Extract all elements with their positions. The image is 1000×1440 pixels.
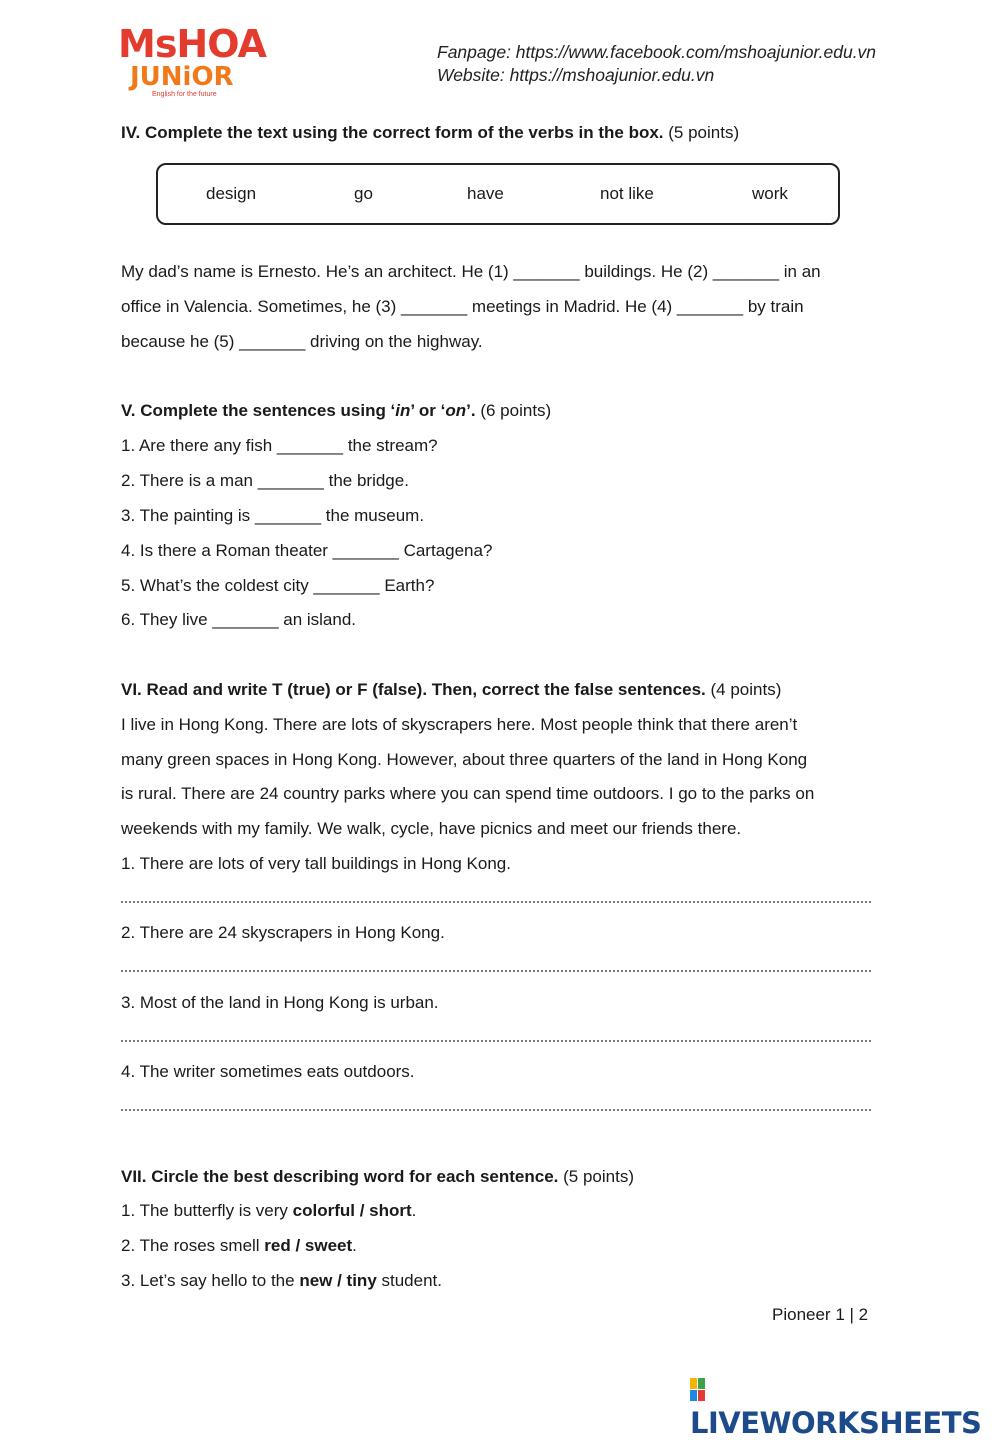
section7-title: VII. Circle the best describing word for each sentence. [121, 1167, 559, 1186]
section6-title: VI. Read and write T (true) or F (false). Then, correct the false sentences. [121, 680, 706, 699]
section7-points: (5 points) [563, 1167, 635, 1186]
section7-choice[interactable]: colorful / short [292, 1201, 412, 1220]
section4-text-line: because he (5) _______ driving on the highway. [121, 332, 483, 351]
section5-in-word: in [395, 401, 411, 420]
section7-item-end: . [411, 1201, 417, 1220]
section5-title [121, 401, 476, 420]
section5-title-pre: V. Complete the sentences using ‘ [121, 401, 396, 420]
section5-heading [121, 399, 551, 423]
section6-passage-line: weekends with my family. We walk, cycle, have picnics and meet our friends there. [121, 819, 742, 838]
mshoa-junior-logo [118, 24, 278, 104]
section5-item: 1. Are there any fish _______ the stream? [121, 436, 438, 455]
section6-heading [121, 678, 781, 702]
section5-item: 6. They live _______ an island. [121, 610, 357, 629]
section7-item-text: 1. The butterfly is very [121, 1201, 293, 1220]
section6-points: (4 points) [710, 680, 782, 699]
section6-passage-line: is rural. There are 24 country parks where you can spend time outdoors. I go to the parks on [121, 784, 815, 803]
section5-item: 3. The painting is _______ the museum. [121, 506, 425, 525]
section7-item [121, 1199, 416, 1223]
section4-heading [121, 121, 739, 145]
verb-item: work [752, 184, 788, 203]
section6-item: 1. There are lots of very tall buildings in Hong Kong. [121, 854, 511, 873]
answer-line[interactable] [121, 901, 871, 903]
section7-choice[interactable]: red / sweet [264, 1236, 353, 1255]
answer-line[interactable] [121, 1040, 871, 1042]
verb-item: go [354, 184, 373, 203]
section6-item: 2. There are 24 skyscrapers in Hong Kong. [121, 923, 445, 942]
section7-item-text: 2. The roses smell [121, 1236, 265, 1255]
liveworksheets-text: LIVEWORKSHEETS [690, 1406, 982, 1440]
contact-info [437, 41, 876, 87]
section7-item [121, 1234, 357, 1258]
section7-item-end: student. [376, 1271, 442, 1290]
logo-tagline: English for the future [152, 91, 217, 98]
section5-item: 2. There is a man _______ the bridge. [121, 471, 409, 490]
section4-text-line: My dad’s name is Ernesto. He’s an architect. He (1) _______ buildings. He (2) _______ in an [121, 262, 821, 281]
website-link[interactable]: Website: https://mshoajunior.edu.vn [437, 65, 715, 85]
section7-item [121, 1269, 442, 1293]
section5-on-word: on [445, 401, 467, 420]
page-number: Pioneer 1 | 2 [772, 1305, 869, 1324]
fanpage-link[interactable]: Fanpage: https://www.facebook.com/mshoajunior.edu.vn [437, 42, 877, 62]
logo-top-text: MsHOA [118, 22, 266, 66]
verb-item: not like [600, 184, 654, 203]
answer-line[interactable] [121, 1109, 871, 1111]
verb-item: have [467, 184, 504, 203]
logo-bottom-text: JUNiOR [130, 62, 234, 92]
section4-points: (5 points) [668, 123, 740, 142]
section6-item: 3. Most of the land in Hong Kong is urban. [121, 993, 439, 1012]
section5-points: (6 points) [480, 401, 552, 420]
liveworksheets-icon [690, 1378, 706, 1402]
section7-item-end: . [352, 1236, 357, 1255]
section5-item: 5. What’s the coldest city _______ Earth? [121, 576, 435, 595]
section4-title: IV. Complete the text using the correct form of the verbs in the box. [121, 123, 664, 142]
section4-text-line: office in Valencia. Sometimes, he (3) _______ meetings in Madrid. He (4) _______ by train [121, 297, 804, 316]
section6-item: 4. The writer sometimes eats outdoors. [121, 1062, 415, 1081]
section5-title-post: ’. [466, 401, 476, 420]
section7-choice[interactable]: new / tiny [299, 1271, 377, 1290]
section6-passage-line: many green spaces in Hong Kong. However, about three quarters of the land in Hong Kong [121, 750, 808, 769]
section5-item: 4. Is there a Roman theater _______ Cartagena? [121, 541, 493, 560]
section7-heading [121, 1165, 634, 1189]
section7-item-text: 3. Let’s say hello to the [121, 1271, 300, 1290]
section5-title-mid: ’ or ‘ [410, 401, 446, 420]
verb-item: design [206, 184, 257, 203]
section6-passage-line: I live in Hong Kong. There are lots of skyscrapers here. Most people think that there aren’t [121, 715, 798, 734]
answer-line[interactable] [121, 970, 871, 972]
liveworksheets-brand [690, 1372, 1000, 1440]
